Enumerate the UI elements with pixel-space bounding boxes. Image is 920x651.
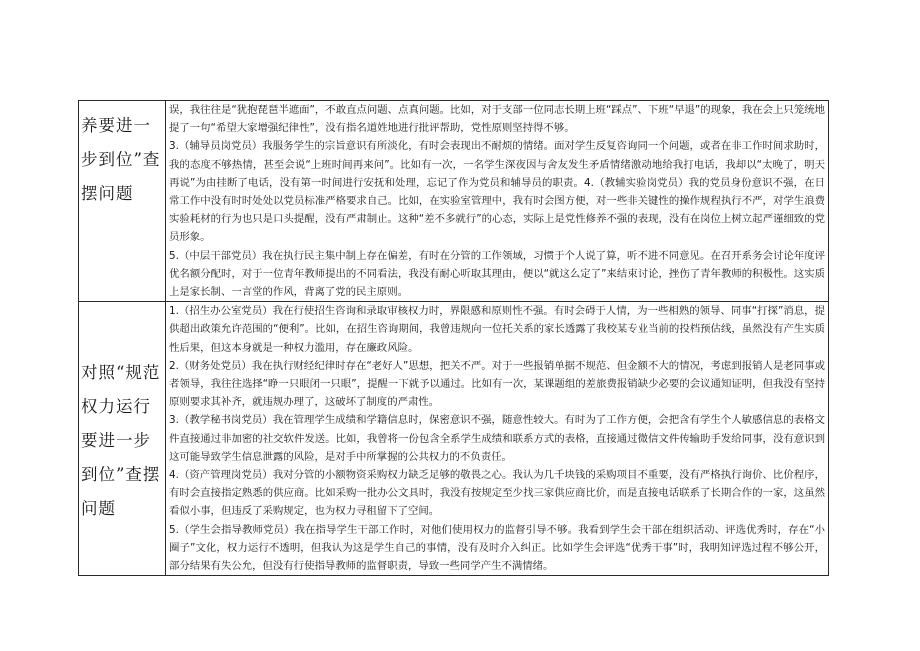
content-paragraph: 3.（教学秘书岗党员）我在管理学生成绩和学籍信息时，保密意识不强，随意性较大。有时为了工作方便，会把含有学生个人敏感信息的表格文件直接通过非加密的社交软件发送。比如，我曾将一份包含全系学生成绩和联系方式的表格，直接通过微信文件传输助手发给同事，没有意识到这可能导致学生信息泄露的风险，是对手中所掌握的公共权力的不负责任。 <box>169 414 825 463</box>
content-paragraph: 5.（中层干部党员）我在执行民主集中制上存在偏差，有时在分管的工作领域，习惯于个人说了算，听不进不同意见。在召开系务会讨论年度评优名额分配时，对于一位青年教师提出的不同看法，我没有耐心听取其理由，便以“就这么定了”来结束讨论，挫伤了青年教师的积极性。这实质上是家长制、一言堂的作风，背离了党的民主原则。 <box>169 249 825 299</box>
row-label-cell <box>79 302 166 576</box>
row-label: 养要进一步到位”查摆问题 <box>81 116 161 203</box>
table-row <box>79 302 829 576</box>
content-paragraph: 4.（资产管理岗党员）我对分管的小额物资采购权力缺乏足够的敬畏之心。我认为几千块钱的采购项目不重要，没有严格执行询价、比价程序，有时会直接指定熟悉的供应商。比如采购一批办公文具时，我没有按规定至少找三家供应商比价，而是直接电话联系了长期合作的一家，这虽然看似小事，但违反了采购规定，也为权力寻租留下了空间。 <box>169 469 825 518</box>
row-content <box>166 101 828 301</box>
content-paragraph: 2.（财务处党员）我在执行财经纪律时存在“老好人”思想，把关不严。对于一些报销单据不规范、但金额不大的情况，考虑到报销人是老同事或者领导，我往往选择“睁一只眼闭一只眼”，提醒一下就予以通过。比如有一次，某课题组的差旅费报销缺少必要的会议通知证明，但我没有坚持原则要求其补齐，就违规办理了，这破坏了制度的严肃性。 <box>169 359 825 409</box>
content-paragraph: 1.（招生办公室党员）我在行使招生咨询和录取审核权力时，界限感和原则性不强。有时会碍于人情，为一些相熟的领导、同事“打探”消息，提供超出政策允许范围的“便利”。比如，在招生咨询期间，我曾违规向一位托关系的家长透露了我校某专业当前的投档预估线，虽然没有产生实质性后果，但这本身就是一种权力滥用，存在廉政风险。 <box>169 305 825 354</box>
table-row <box>79 101 829 302</box>
content-paragraph: 5.（学生会指导教师党员）我在指导学生干部工作时，对他们使用权力的监督引导不够。我看到学生会干部在组织活动、评选优秀时，存在“小圈子”文化，权力运行不透明，但我认为这是学生自己的事情，没有及时介入纠正。比如学生会评选“优秀干事”时，我明知评选过程不够公开，部分结果有失公允，但没有行使指导教师的监督职责，导致一些同学产生不满情绪。 <box>169 523 825 573</box>
row-content <box>166 302 828 575</box>
row-label-cell <box>79 101 166 302</box>
row-content-cell <box>166 101 829 302</box>
row-content-cell <box>166 302 829 576</box>
content-paragraph: 误，我往往是“犹抱琵琶半遮面”，不敢直点问题、点真问题。比如，对于支部一位同志长期上班“踩点”、下班“早退”的现象，我在会上只笼统地提了一句“希望大家增强纪律性”，没有指名道姓地进行批评帮助，党性原则坚持得不够。 <box>169 104 825 135</box>
content-paragraph: 3.（辅导员岗党员）我服务学生的宗旨意识有所淡化，有时会表现出不耐烦的情绪。面对学生反复咨询同一个问题，或者在非工作时间求助时，我的态度不够热情，甚至会说“上班时间再来问”。比如有一次，一名学生深夜因与舍友发生矛盾情绪激动地给我打电话，我却以“太晚了，明天再说”为由挂断了电话，没有第一时间进行安抚和处理，忘记了作为党员和辅导员的职责。4.（教辅实验岗党员）我的党员身份意识不强，在日常工作中没有时时处处以党员标准严格要求自己。比如，在实验室管理中，我有时会图方便，对一些非关键性的操作规程执行不严，对学生浪费实验耗材的行为也只是口头提醒，没有严肃制止。这种“差不多就行”的心态，实际上是党性修养不强的表现，没有在岗位上树立起严谨细致的党员形象。 <box>169 140 825 244</box>
row-label: 对照“规范权力运行要进一步到位”查摆问题 <box>81 363 161 519</box>
checklist-table <box>78 100 829 576</box>
